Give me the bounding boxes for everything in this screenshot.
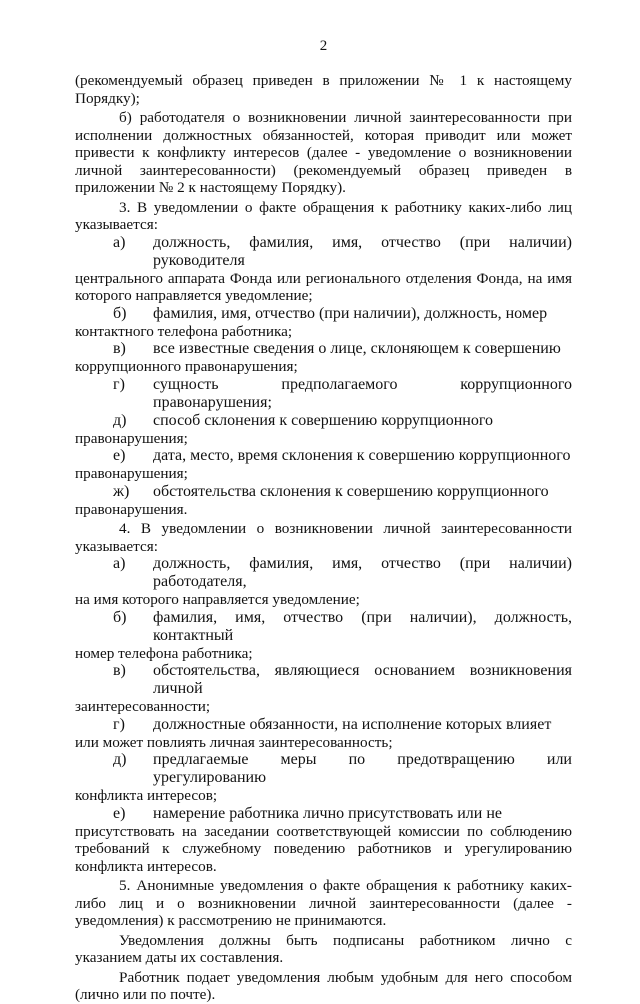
list-item-continuation: правонарушения; [75,429,188,447]
list-item-continuation: правонарушения. [75,500,188,518]
list-item-first-line: намерение работника лично присутствовать или не [153,804,502,822]
list-item-letter: б) [113,304,127,322]
list-item [75,805,572,876]
list-item-first-line: должность, фамилия, имя, отчество (при наличии) руководителя [153,233,572,269]
list-item [75,305,572,341]
list-item-first-line: сущность предполагаемого коррупционного правонарушения; [153,375,572,411]
list-item [75,555,572,609]
list-item-continuation: контактного телефона работника; [75,322,293,340]
list-item-letter: д) [113,751,127,768]
list-item-first-line: все известные сведения о лице, склоняющем к совершению [153,340,561,357]
list-item-continuation: на имя которого направляется уведомление; [75,591,360,608]
document-body [75,72,572,1004]
paragraph: Уведомления должны быть подписаны работником лично с указанием даты их составления. [75,931,572,966]
list-item-letter: ж) [113,482,130,500]
list-item-first-line: дата, место, время склонения к совершению коррупционного [153,447,571,464]
paragraph: 5. Анонимные уведомления о факте обращения к работнику каких-либо лиц и о возникновении личной заинтересованности (далее - уведомления) к рассмотрению не принимаются. [75,877,572,929]
list-item-continuation: номер телефона работника; [75,644,253,662]
paragraph: Работник подает уведомления любым удобным для него способом (лично или по почте). [75,968,572,1003]
list-item-first-line: обстоятельства склонения к совершению коррупционного [153,482,549,500]
list-item-letter: а) [113,555,126,572]
paragraph: 3. В уведомлении о факте обращения к работнику каких-либо лиц указывается: [75,198,572,233]
list-item [75,716,572,752]
list-item-letter: б) [113,608,127,626]
list-item-continuation: конфликта интересов; [75,787,218,804]
list-item-first-line: должность, фамилия, имя, отчество (при наличии) работодателя, [153,555,572,590]
paragraph: (рекомендуемый образец приведен в приложении № 1 к настоящему Порядку); [75,72,572,107]
list-item-continuation: правонарушения; [75,465,188,482]
list-item-continuation: коррупционного правонарушения; [75,358,298,375]
list-item-first-line: способ склонения к совершению коррупционного [153,411,493,429]
list-item-letter: г) [113,375,125,393]
list-item-letter: в) [113,662,126,679]
list-item [75,662,572,716]
list-item [75,609,572,663]
list-item [75,412,572,448]
list-item-first-line: должностные обязанности, на исполнение которых влияет [153,715,552,733]
list-item-letter: а) [113,233,126,251]
list-item-letter: в) [113,340,126,357]
list-item-letter: г) [113,715,125,733]
paragraph: б) работодателя о возникновении личной заинтересованности при исполнении должностных обязанностей, которая приводит или может привести к конфликту интересов (далее - уведомление о возникновении личной заинтересованности) (рекомендуемый образец приведен в приложении № 2 к настоящему Порядку). [75,109,572,196]
list-item [75,483,572,519]
list-item-letter: е) [113,804,126,822]
paragraph: 4. В уведомлении о возникновении личной заинтересованности указывается: [75,520,572,555]
list-item-continuation: присутствовать на заседании соответствующей комиссии по соблюдению требований к служебному поведению работников и урегулированию конфликта интересов. [75,822,572,875]
page-number: 2 [319,38,328,54]
list-item-continuation: заинтересованности; [75,698,211,715]
list-item-first-line: предлагаемые меры по предотвращению или урегулированию [153,751,572,786]
list-item-continuation: или может повлиять личная заинтересованность; [75,733,393,751]
list-item-letter: е) [113,447,126,464]
list-item [75,751,572,805]
list-item-first-line: фамилия, имя, отчество (при наличии), должность, контактный [153,608,572,644]
list-item-first-line: фамилия, имя, отчество (при наличии), должность, номер [153,304,548,322]
list-item [75,340,572,376]
list-item-continuation: центрального аппарата Фонда или регионального отделения Фонда, на имя которого направляется уведомление; [75,269,572,304]
list-item [75,447,572,483]
list-item [75,234,572,305]
list-item [75,376,572,412]
list-item-letter: д) [113,411,127,429]
list-item-first-line: обстоятельства, являющиеся основанием возникновения личной [153,662,572,697]
